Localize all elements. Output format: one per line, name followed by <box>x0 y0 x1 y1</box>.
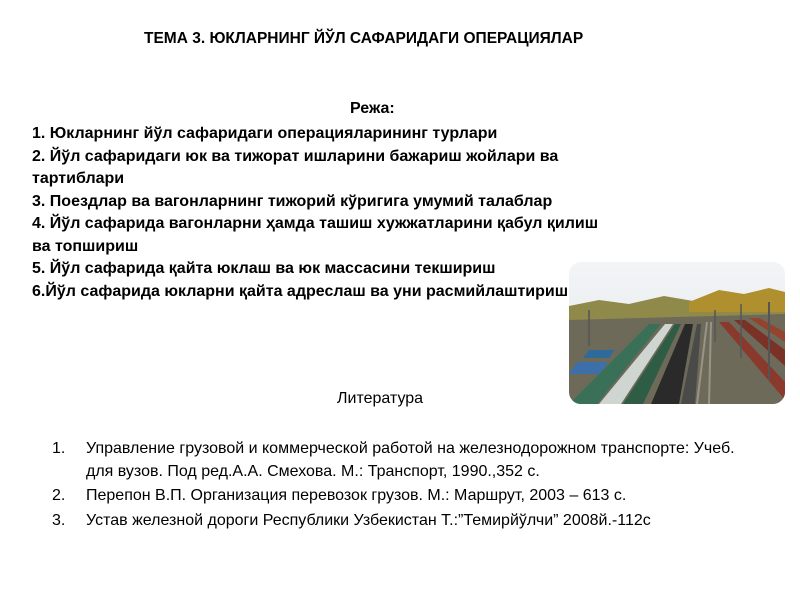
literature-heading: Литература <box>337 390 424 407</box>
plan-item: 1. Юкларнинг йўл сафаридаги операцияларининг турлари <box>32 125 498 142</box>
literature-item-number: 2. <box>52 487 66 504</box>
plan-item: 3. Поездлар ва вагонларнинг тижорий кўригига умумий талаблар <box>32 192 553 210</box>
plan-heading: Режа: <box>350 100 395 117</box>
literature-item-number: 1. <box>52 440 66 457</box>
literature-item <box>52 510 752 533</box>
plan-item: 5. Йўл сафарида қайта юклаш ва юк массасини текшириш <box>32 260 496 277</box>
plan-item: 6.Йўл сафарида юкларни қайта адреслаш ва уни расмийлаштириш <box>32 282 569 300</box>
literature-item <box>52 485 752 508</box>
literature-item-number: 3. <box>52 511 66 529</box>
plan-item: 2. Йўл сафаридаги юк ва тижорат ишларини бажариш жойлари ва тартиблари <box>32 147 559 187</box>
literature-list <box>52 438 752 534</box>
plan-item: 4. Йўл сафарида вагонларни ҳамда ташиш хужжатларини қабул қилиш ва топшириш <box>32 215 599 255</box>
literature-item <box>52 438 752 483</box>
literature-item-text: Перепон В.П. Организация перевозок грузов. М.: Маршрут, 2003 – 613 с. <box>86 487 627 504</box>
literature-item-text: Управление грузовой и коммерческой работой на железнодорожном транспорте: Учеб. для вузов. Под ред.А.А. Смехова. М.: Транспорт, 1990.,352 с. <box>86 440 735 480</box>
literature-item-text: Устав железной дороги Республики Узбекистан Т.:”Темирйўлчи” 2008й.-112с <box>86 511 651 529</box>
slide-title: ТЕМА 3. ЮКЛАРНИНГ ЙЎЛ САФАРИДАГИ ОПЕРАЦИЯЛАР <box>144 30 584 47</box>
plan-list <box>32 123 617 303</box>
railway-yard-photo <box>569 262 785 404</box>
